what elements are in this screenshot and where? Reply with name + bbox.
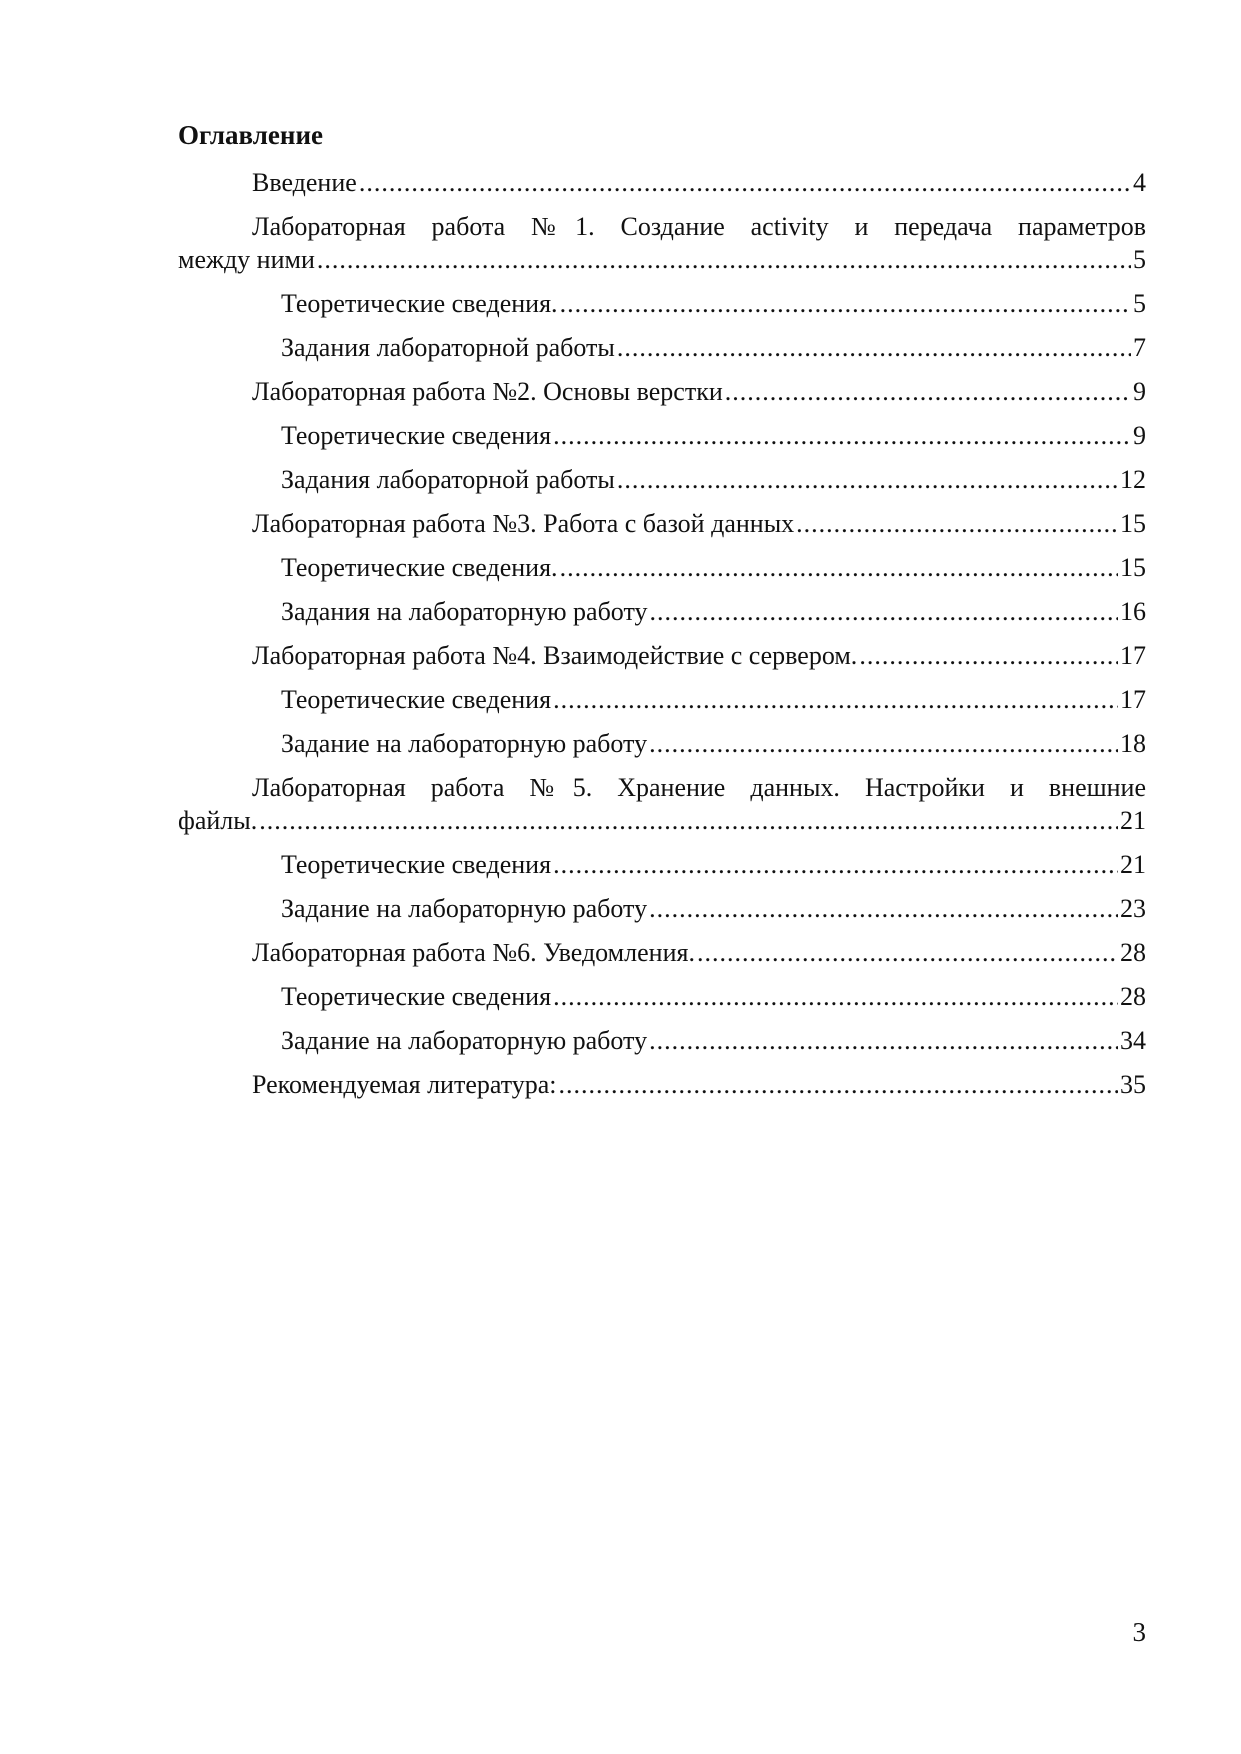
toc-entry-lab-1-theory[interactable] bbox=[178, 287, 1146, 320]
toc-entry-title: Задание на лабораторную работу bbox=[281, 729, 648, 758]
page-number: 3 bbox=[1132, 1617, 1146, 1647]
toc-entry-page: 5 bbox=[1133, 245, 1146, 274]
toc-entry-page: 17 bbox=[1120, 641, 1146, 670]
dot-leader bbox=[317, 243, 1131, 276]
toc-entry-title: Задания лабораторной работы bbox=[281, 333, 615, 362]
toc-entry-page: 7 bbox=[1133, 333, 1146, 362]
toc-entry-title: Лабораторная работа №6. Уведомления. bbox=[252, 938, 695, 967]
toc-entry-page: 9 bbox=[1133, 421, 1146, 450]
toc-entry-title: Задания лабораторной работы bbox=[281, 465, 615, 494]
toc-entry-title: Теоретические сведения bbox=[281, 685, 552, 714]
toc-entry-title: Лабораторная работа №2. Основы верстки bbox=[252, 377, 723, 406]
toc-entry-page: 15 bbox=[1120, 509, 1146, 538]
toc-entry-title-line2: между ними bbox=[178, 245, 315, 274]
toc-entry-page: 16 bbox=[1120, 597, 1146, 626]
toc-entry-lab-3[interactable] bbox=[178, 507, 1146, 540]
toc-entry-page: 35 bbox=[1120, 1070, 1146, 1099]
dot-leader bbox=[553, 683, 1118, 716]
toc-entry-page: 4 bbox=[1133, 168, 1146, 197]
dot-leader bbox=[649, 727, 1118, 760]
toc-entry-page: 17 bbox=[1120, 685, 1146, 714]
toc-entry-page: 34 bbox=[1120, 1026, 1146, 1055]
toc-entry-title: Теоретические сведения bbox=[281, 982, 552, 1011]
toc-entry-page: 18 bbox=[1120, 729, 1146, 758]
toc-entry-title: Задание на лабораторную работу bbox=[281, 1026, 648, 1055]
toc-entry-title-line2: файлы. bbox=[178, 806, 258, 835]
dot-leader bbox=[697, 936, 1118, 969]
toc-entry-lab-3-theory[interactable] bbox=[178, 551, 1146, 584]
toc-entry-page: 5 bbox=[1133, 289, 1146, 318]
dot-leader bbox=[259, 804, 1118, 837]
dot-leader bbox=[617, 463, 1118, 496]
toc-entry-title: Теоретические сведения. bbox=[281, 289, 558, 318]
toc-entry-title: Введение bbox=[252, 168, 357, 197]
toc-entry-title: Теоретические сведения. bbox=[281, 553, 558, 582]
toc-entry-title: Лабораторная работа №4. Взаимодействие с сервером. bbox=[252, 641, 858, 670]
toc-entry-title: Задания на лабораторную работу bbox=[281, 597, 648, 626]
dot-leader bbox=[359, 166, 1131, 199]
toc-entry-introduction[interactable] bbox=[178, 166, 1146, 199]
dot-leader bbox=[553, 848, 1118, 881]
toc-entry-title-line1: Лабораторная работа №1. Создание activity и передача параметров bbox=[252, 212, 1146, 241]
toc-entry-title: Теоретические сведения bbox=[281, 850, 552, 879]
toc-entry-page: 21 bbox=[1120, 806, 1146, 835]
dot-leader bbox=[796, 507, 1118, 540]
toc-heading: Оглавление bbox=[178, 120, 323, 150]
dot-leader bbox=[649, 1024, 1118, 1057]
dot-leader bbox=[650, 595, 1119, 628]
toc-entry-lab-5-theory[interactable] bbox=[178, 848, 1146, 881]
dot-leader bbox=[553, 419, 1131, 452]
toc-entry-lab-6[interactable] bbox=[178, 936, 1146, 969]
toc-entry-page: 28 bbox=[1120, 938, 1146, 967]
dot-leader bbox=[560, 287, 1131, 320]
toc-entry-page: 21 bbox=[1120, 850, 1146, 879]
toc-entry-title: Задание на лабораторную работу bbox=[281, 894, 648, 923]
dot-leader bbox=[649, 892, 1118, 925]
toc-entry-title-line1: Лабораторная работа №5. Хранение данных. Настройки и внешние bbox=[252, 773, 1146, 802]
dot-leader bbox=[553, 980, 1118, 1013]
dot-leader bbox=[560, 551, 1118, 584]
toc-entry-lab-4-tasks[interactable] bbox=[178, 727, 1146, 760]
toc-entry-lab-1-tasks[interactable] bbox=[178, 331, 1146, 364]
toc-entry-lab-6-tasks[interactable] bbox=[178, 1024, 1146, 1057]
toc-entry-lab-6-theory[interactable] bbox=[178, 980, 1146, 1013]
dot-leader bbox=[559, 1068, 1118, 1101]
dot-leader bbox=[859, 639, 1118, 672]
toc-entry-lab-3-tasks[interactable] bbox=[178, 595, 1146, 628]
toc-entry-lab-2-tasks[interactable] bbox=[178, 463, 1146, 496]
dot-leader bbox=[617, 331, 1131, 364]
dot-leader bbox=[725, 375, 1131, 408]
toc-entry-lab-1[interactable] bbox=[178, 210, 1146, 276]
toc-entry-page: 23 bbox=[1120, 894, 1146, 923]
toc-entry-lab-5[interactable] bbox=[178, 771, 1146, 837]
toc-entry-title: Лабораторная работа №3. Работа с базой данных bbox=[252, 509, 795, 538]
toc-entry-lab-2[interactable] bbox=[178, 375, 1146, 408]
toc-entry-title: Рекомендуемая литература: bbox=[252, 1070, 557, 1099]
toc-entry-lab-4-theory[interactable] bbox=[178, 683, 1146, 716]
toc-entry-lab-2-theory[interactable] bbox=[178, 419, 1146, 452]
toc-entry-lab-4[interactable] bbox=[178, 639, 1146, 672]
toc-entry-page: 12 bbox=[1120, 465, 1146, 494]
toc-entry-lab-5-tasks[interactable] bbox=[178, 892, 1146, 925]
toc-entry-page: 28 bbox=[1120, 982, 1146, 1011]
toc-entry-references[interactable] bbox=[178, 1068, 1146, 1101]
toc-entry-page: 15 bbox=[1120, 553, 1146, 582]
toc-entry-title: Теоретические сведения bbox=[281, 421, 552, 450]
toc-entry-page: 9 bbox=[1133, 377, 1146, 406]
table-of-contents bbox=[178, 166, 1146, 1101]
